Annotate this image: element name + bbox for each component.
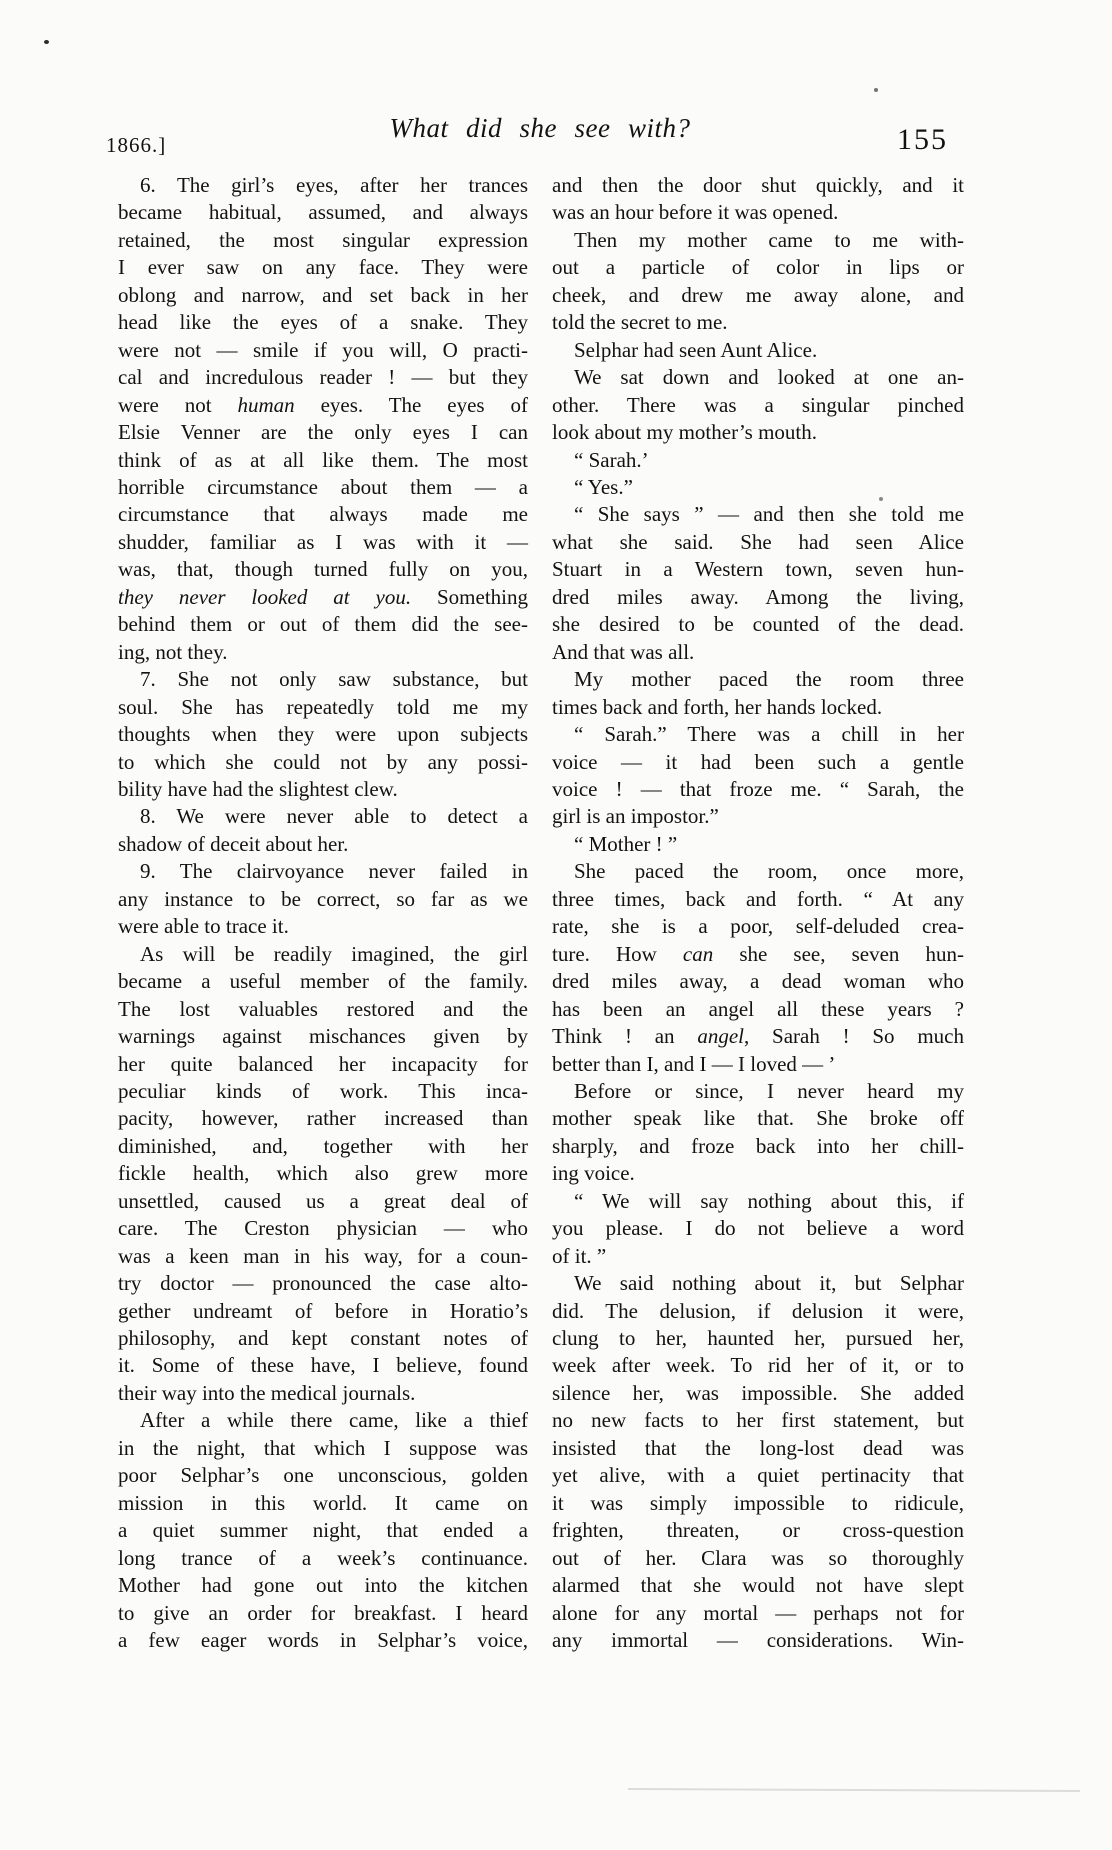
text-line — [118, 886, 528, 913]
text-run: silence her, was impossible. She added — [552, 1380, 964, 1405]
text-run: insisted that the long-lost dead was — [552, 1435, 964, 1460]
text-run: warnings against mischances given by — [118, 1024, 528, 1049]
text-run: care. The Creston physician — who — [118, 1216, 528, 1241]
text-line — [118, 1188, 528, 1215]
text-run: no new facts to her first statement, but — [552, 1408, 964, 1433]
text-line — [118, 309, 528, 336]
text-run: a few eager words in Selphar’s voice, — [118, 1628, 528, 1653]
text-line — [552, 1270, 964, 1297]
text-line — [552, 1078, 964, 1105]
text-run: oblong and narrow, and set back in her — [118, 282, 528, 307]
text-line — [118, 227, 528, 254]
text-run: behind them or out of them did the see- — [118, 612, 528, 637]
text-line — [118, 803, 528, 830]
text-run: “ Yes.” — [574, 474, 633, 499]
text-run: her quite balanced her incapacity for — [118, 1051, 528, 1076]
text-line — [118, 474, 528, 501]
text-run: in the night, that which I suppose was — [118, 1435, 528, 1460]
text-line — [552, 199, 964, 226]
text-run: out a particle of color in lips or — [552, 255, 964, 280]
text-run: thoughts when they were upon subjects — [118, 722, 528, 747]
text-run: clung to her, haunted her, pursued her, — [552, 1326, 964, 1351]
text-run: cheek, and drew me away alone, and — [552, 282, 964, 307]
text-line — [118, 1023, 528, 1050]
text-run: circumstance that always made me — [118, 502, 528, 527]
text-line — [118, 1270, 528, 1297]
text-run: shudder, familiar as I was with it — — [118, 529, 528, 554]
text-run: week after week. To rid her of it, or to — [552, 1353, 964, 1378]
text-line — [118, 831, 528, 858]
text-line — [552, 1600, 964, 1627]
text-run: alarmed that she would not have slept — [552, 1573, 964, 1598]
text-line — [118, 1490, 528, 1517]
text-line — [552, 1298, 964, 1325]
text-line — [552, 1325, 964, 1352]
text-run: peculiar kinds of work. This inca- — [118, 1078, 528, 1103]
text-line — [552, 1545, 964, 1572]
text-run: alone for any mortal — perhaps not for — [552, 1600, 964, 1625]
right-column — [552, 172, 964, 1654]
text-run: “ Sarah.” There was a chill in her — [574, 722, 964, 747]
text-run: ing voice. — [552, 1161, 635, 1186]
text-run: she see, seven hun- — [713, 941, 964, 966]
text-run: it. Some of these have, I believe, found — [118, 1353, 528, 1378]
text-run: fickle health, which also grew more — [118, 1161, 528, 1186]
text-line — [552, 1407, 964, 1434]
text-run: think of as at all like them. The most — [118, 447, 528, 472]
italic-text-run: human — [237, 392, 295, 417]
text-line — [118, 749, 528, 776]
text-line — [118, 941, 528, 968]
text-line — [552, 1160, 964, 1187]
text-run: dred miles away, a dead woman who — [552, 969, 964, 994]
text-line — [118, 1298, 528, 1325]
text-line — [118, 1160, 528, 1187]
text-run: Before or since, I never heard my — [574, 1078, 964, 1103]
text-run: and then the door shut quickly, and it — [552, 173, 964, 197]
italic-text-run: can — [682, 941, 714, 966]
text-line — [552, 749, 964, 776]
text-run: gether undreamt of before in Horatio’s — [118, 1298, 528, 1323]
text-run: , Sarah ! So much — [743, 1024, 964, 1049]
text-run: to which she could not by any possi- — [118, 749, 528, 774]
text-run: “ We will say nothing about this, if — [574, 1188, 964, 1213]
text-line — [118, 1627, 528, 1654]
text-run: became a useful member of the family. — [118, 969, 528, 994]
text-run: any instance to be correct, so far as we — [118, 886, 528, 911]
italic-text-run: angel — [697, 1024, 744, 1049]
text-run: eyes. The eyes of — [294, 392, 528, 417]
text-line — [552, 474, 964, 501]
text-line — [118, 1215, 528, 1242]
text-run: Selphar had seen Aunt Alice. — [574, 337, 818, 362]
text-line — [118, 1243, 528, 1270]
text-run: ture. How — [552, 941, 683, 966]
text-line — [552, 419, 964, 446]
text-line — [552, 996, 964, 1023]
text-line — [118, 1517, 528, 1544]
scan-artifact-line — [628, 1788, 1080, 1791]
text-line — [118, 996, 528, 1023]
page-number: 155 — [897, 123, 948, 156]
text-run: to give an order for breakfast. I heard — [118, 1600, 528, 1625]
text-run: 6. The girl’s eyes, after her trances — [140, 173, 528, 197]
text-line — [118, 1051, 528, 1078]
text-line — [118, 968, 528, 995]
text-run: rate, she is a poor, self-deluded crea- — [552, 914, 964, 939]
text-run: times back and forth, her hands locked. — [552, 694, 883, 719]
text-run: shadow of deceit about her. — [118, 831, 349, 856]
scan-speck — [879, 497, 883, 501]
text-run: voice — it had been such a gentle — [552, 749, 964, 774]
text-line — [552, 941, 964, 968]
text-line — [552, 364, 964, 391]
text-line — [552, 1133, 964, 1160]
text-line — [118, 556, 528, 583]
text-run: out of her. Clara was so thoroughly — [552, 1545, 964, 1570]
text-line — [552, 227, 964, 254]
text-line — [552, 254, 964, 281]
italic-text-run: they never looked at you. — [118, 584, 412, 609]
text-line — [552, 1627, 964, 1654]
text-run: girl is an impostor.” — [552, 804, 719, 829]
text-line — [552, 721, 964, 748]
text-run: philosophy, and kept constant notes of — [118, 1326, 528, 1351]
text-run: “ Sarah.’ — [574, 447, 649, 472]
text-line — [118, 337, 528, 364]
text-run: were not — smile if you will, O practi- — [118, 337, 528, 362]
text-line — [552, 1572, 964, 1599]
text-line — [552, 803, 964, 830]
text-line — [552, 1490, 964, 1517]
text-run: The lost valuables restored and the — [118, 996, 528, 1021]
text-run: better than I, and I — I loved — ’ — [552, 1051, 836, 1076]
text-run: And that was all. — [552, 639, 695, 664]
left-column — [118, 172, 528, 1654]
text-line — [552, 611, 964, 638]
text-run: has been an angel all these years ? — [552, 996, 964, 1021]
text-run: any immortal — considerations. Win- — [552, 1628, 964, 1653]
text-line — [552, 1352, 964, 1379]
text-line — [118, 282, 528, 309]
text-line — [552, 447, 964, 474]
page-title: What did she see with? — [389, 113, 691, 143]
text-line — [118, 776, 528, 803]
text-line — [552, 831, 964, 858]
text-run: cal and incredulous reader ! — but they — [118, 365, 528, 390]
text-run: head like the eyes of a snake. They — [118, 310, 528, 335]
text-run: Stuart in a Western town, seven hun- — [552, 557, 964, 582]
text-line — [552, 556, 964, 583]
text-line — [118, 694, 528, 721]
text-line — [552, 776, 964, 803]
text-run: mother speak like that. She broke off — [552, 1106, 964, 1131]
text-run: of it. ” — [552, 1243, 607, 1268]
text-run: three times, back and forth. “ At any — [552, 886, 964, 911]
text-line — [118, 584, 528, 611]
text-run: unsettled, caused us a great deal of — [118, 1188, 528, 1213]
scan-speck — [874, 88, 878, 92]
text-line — [552, 1188, 964, 1215]
text-line — [118, 1352, 528, 1379]
text-line — [552, 666, 964, 693]
text-line — [118, 364, 528, 391]
text-run: “ Mother ! ” — [574, 831, 678, 856]
text-run: “ She says ” — and then she told me — [574, 502, 964, 527]
text-run: long trance of a week’s continuance. — [118, 1545, 528, 1570]
text-run: Something — [411, 584, 528, 609]
text-line — [118, 1435, 528, 1462]
text-line — [118, 1545, 528, 1572]
text-line — [118, 1600, 528, 1627]
text-line — [552, 1435, 964, 1462]
text-line — [552, 309, 964, 336]
text-run: pacity, however, rather increased than — [118, 1106, 528, 1131]
text-run: sharply, and froze back into her chill- — [552, 1133, 964, 1158]
text-run: diminished, and, together with her — [118, 1133, 528, 1158]
text-run: voice ! — that froze me. “ Sarah, the — [552, 776, 964, 801]
text-run: poor Selphar’s one unconscious, golden — [118, 1463, 528, 1488]
text-line — [552, 1023, 964, 1050]
text-run: 7. She not only saw substance, but — [140, 667, 528, 692]
text-line — [118, 1078, 528, 1105]
text-line — [552, 172, 964, 199]
text-line — [118, 858, 528, 885]
text-line — [118, 913, 528, 940]
text-line — [552, 1215, 964, 1242]
header-year: 1866.] — [106, 133, 167, 157]
text-line — [118, 666, 528, 693]
text-run: 9. The clairvoyance never failed in — [140, 859, 528, 884]
text-run: Mother had gone out into the kitchen — [118, 1573, 528, 1598]
text-line — [552, 1380, 964, 1407]
text-line — [118, 1133, 528, 1160]
text-line — [552, 1105, 964, 1132]
text-run: did. The delusion, if delusion it were, — [552, 1298, 964, 1323]
text-line — [552, 1243, 964, 1270]
text-run: Then my mother came to me with- — [574, 227, 964, 252]
text-run: retained, the most singular expression — [118, 227, 528, 252]
text-line — [552, 584, 964, 611]
text-run: We said nothing about it, but Selphar — [574, 1271, 964, 1296]
text-run: soul. She has repeatedly told me my — [118, 694, 528, 719]
text-line — [552, 913, 964, 940]
text-line — [552, 282, 964, 309]
text-run: As will be readily imagined, the girl — [140, 941, 528, 966]
text-run: were able to trace it. — [118, 914, 289, 939]
text-line — [552, 694, 964, 721]
text-line — [118, 199, 528, 226]
text-run: 8. We were never able to detect a — [140, 804, 528, 829]
text-line — [552, 337, 964, 364]
text-line — [118, 392, 528, 419]
text-run: yet alive, with a quiet pertinacity that — [552, 1463, 964, 1488]
text-line — [552, 1517, 964, 1544]
text-run: After a while there came, like a thief — [140, 1408, 528, 1433]
text-run: were not — [118, 392, 238, 417]
text-line — [552, 529, 964, 556]
text-run: We sat down and looked at one an- — [574, 365, 964, 390]
text-run: their way into the medical journals. — [118, 1380, 416, 1405]
text-line — [552, 968, 964, 995]
text-line — [552, 639, 964, 666]
text-run: a quiet summer night, that ended a — [118, 1518, 528, 1543]
text-run: She paced the room, once more, — [574, 859, 964, 884]
text-run: she desired to be counted of the dead. — [552, 612, 964, 637]
text-run: mission in this world. It came on — [118, 1490, 528, 1515]
text-run: became habitual, assumed, and always — [118, 200, 528, 225]
text-line — [118, 254, 528, 281]
text-line — [552, 501, 964, 528]
text-run: told the secret to me. — [552, 310, 728, 335]
text-run: bility have had the slightest clew. — [118, 776, 398, 801]
text-run: was an hour before it was opened. — [552, 200, 839, 225]
text-line — [118, 1572, 528, 1599]
text-line — [118, 1325, 528, 1352]
text-line — [118, 639, 528, 666]
text-line — [118, 721, 528, 748]
text-line — [552, 1462, 964, 1489]
text-line — [118, 501, 528, 528]
text-run: you please. I do not believe a word — [552, 1216, 964, 1241]
text-line — [118, 611, 528, 638]
text-line — [118, 1407, 528, 1434]
text-run: was a keen man in his way, for a coun- — [118, 1243, 528, 1268]
text-run: what she said. She had seen Alice — [552, 529, 964, 554]
text-run: horrible circumstance about them — a — [118, 474, 528, 499]
text-run: Elsie Venner are the only eyes I can — [118, 420, 528, 445]
text-run: Think ! an — [552, 1024, 698, 1049]
text-line — [552, 858, 964, 885]
text-line — [118, 447, 528, 474]
text-line — [118, 1380, 528, 1407]
text-run: ing, not they. — [118, 639, 228, 664]
text-line — [118, 1105, 528, 1132]
scan-speck — [44, 40, 49, 44]
text-line — [552, 392, 964, 419]
text-run: other. There was a singular pinched — [552, 392, 964, 417]
text-line — [118, 1462, 528, 1489]
text-run: My mother paced the room three — [574, 667, 964, 692]
text-run: I ever saw on any face. They were — [118, 255, 528, 280]
text-line — [118, 172, 528, 199]
text-run: dred miles away. Among the living, — [552, 584, 964, 609]
text-line — [118, 419, 528, 446]
text-run: it was simply impossible to ridicule, — [552, 1490, 964, 1515]
text-run: look about my mother’s mouth. — [552, 420, 818, 445]
text-run: try doctor — pronounced the case alto- — [118, 1271, 528, 1296]
text-line — [552, 886, 964, 913]
text-line — [118, 529, 528, 556]
text-run: frighten, threaten, or cross-question — [552, 1518, 964, 1543]
text-line — [552, 1051, 964, 1078]
text-run: was, that, though turned fully on you, — [118, 557, 528, 582]
